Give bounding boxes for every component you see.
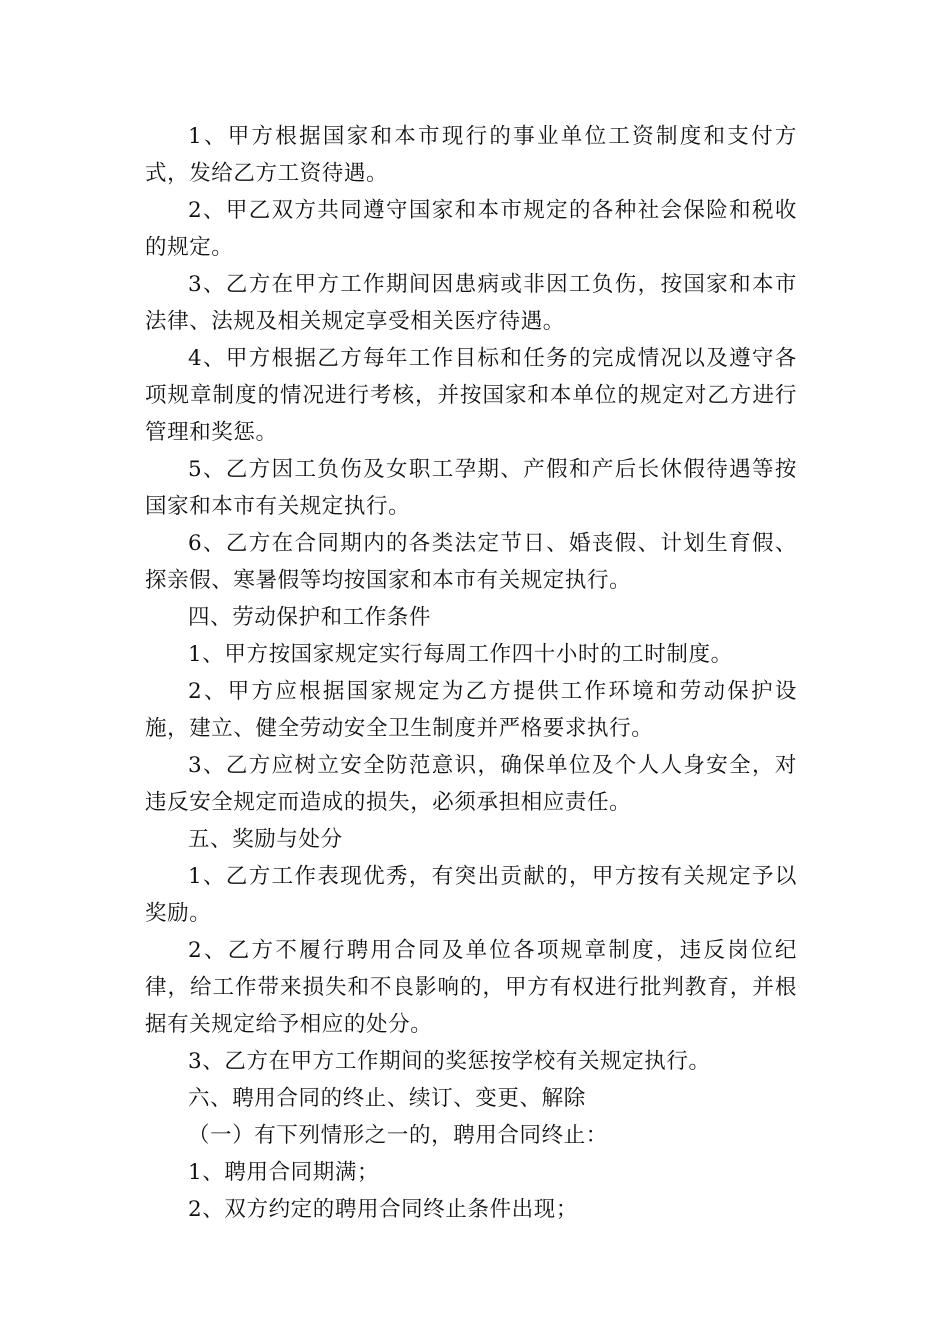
paragraph-penalties: 2、乙方不履行聘用合同及单位各项规章制度，违反岗位纪律，给工作带来损失和不良影响的，甲方有权进行批判教育，并根据有关规定给予相应的处分。 bbox=[145, 938, 797, 1037]
paragraph-medical: 3、乙方在甲方工作期间因患病或非因工负伤，按国家和本市法律、法规及相关规定享受相关医疗待遇。 bbox=[145, 272, 797, 334]
section-heading-contract-termination: 六、聘用合同的终止、续订、变更、解除 bbox=[188, 1086, 586, 1111]
paragraph-insurance-tax: 2、甲乙双方共同遵守国家和本市规定的各种社会保险和税收的规定。 bbox=[145, 198, 797, 260]
section-heading-rewards-penalties: 五、奖励与处分 bbox=[188, 827, 343, 852]
subsection-heading-termination-cases: （一）有下列情形之一的，聘用合同终止： bbox=[188, 1123, 608, 1148]
paragraph-salary: 1、甲方根据国家和本市现行的事业单位工资制度和支付方式，发给乙方工资待遇。 bbox=[145, 124, 797, 186]
paragraph-holidays: 6、乙方在合同期内的各类法定节日、婚丧假、计划生育假、探亲假、寒暑假等均按国家和本市有关规定执行。 bbox=[145, 531, 797, 593]
paragraph-rewards: 1、乙方工作表现优秀，有突出贡献的，甲方按有关规定予以奖励。 bbox=[145, 864, 797, 926]
paragraph-work-environment: 2、甲方应根据国家规定为乙方提供工作环境和劳动保护设施，建立、健全劳动安全卫生制度并严格要求执行。 bbox=[145, 679, 797, 741]
document-body bbox=[145, 118, 797, 1228]
paragraph-injury-maternity: 5、乙方因工负伤及女职工孕期、产假和产后长休假待遇等按国家和本市有关规定执行。 bbox=[145, 457, 797, 519]
section-heading-labor-protection: 四、劳动保护和工作条件 bbox=[188, 605, 432, 630]
paragraph-safety: 3、乙方应树立安全防范意识，确保单位及个人人身安全，对违反安全规定而造成的损失，必须承担相应责任。 bbox=[145, 753, 797, 815]
paragraph-working-hours: 1、甲方按国家规定实行每周工作四十小时的工时制度。 bbox=[188, 642, 733, 667]
paragraph-assessment: 4、甲方根据乙方每年工作目标和任务的完成情况以及遵守各项规章制度的情况进行考核，并按国家和本单位的规定对乙方进行管理和奖惩。 bbox=[145, 346, 797, 445]
list-item-agreed-conditions: 2、双方约定的聘用合同终止条件出现； bbox=[188, 1197, 578, 1222]
list-item-contract-expiry: 1、聘用合同期满； bbox=[188, 1160, 380, 1185]
paragraph-school-rules: 3、乙方在甲方工作期间的奖惩按学校有关规定执行。 bbox=[188, 1049, 711, 1074]
